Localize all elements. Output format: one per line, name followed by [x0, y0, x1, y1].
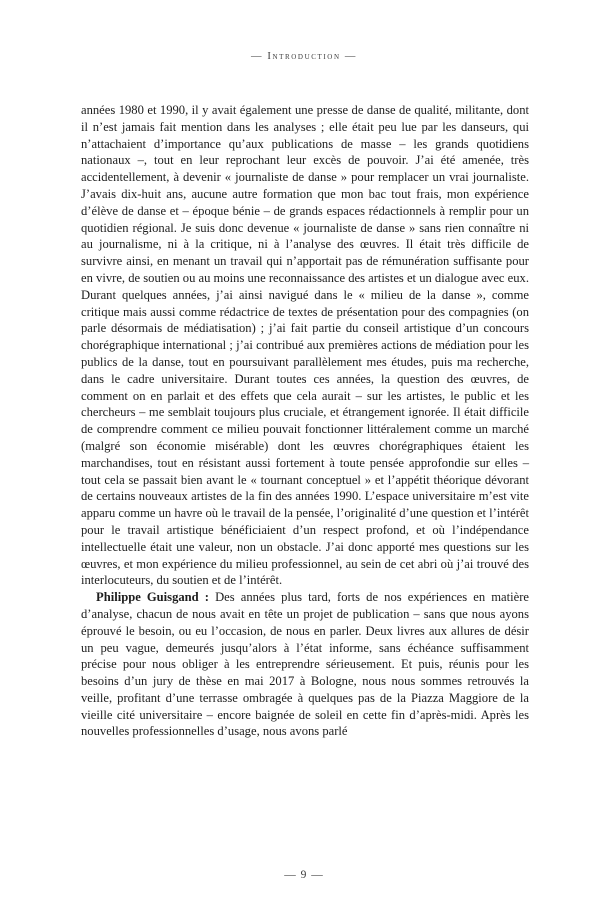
paragraph-text: années 1980 et 1990, il y avait également une presse de danse de qualité, militante, dont il n’est jamais fait mention dans les analyses ; elle était peu lue par les danseurs, qui n’attachaient d’importance qu’aux publications de masse – les grands quotidiens nationaux –, tout en leur reprochant leur excès de pouvoir. J’ai été amenée, très accidentellement, à devenir « journaliste de danse » pour remplacer un vrai journaliste. J’avais dix-huit ans, aucune autre formation que mon bac tout frais, mon expérience d’élève de danse et – époque bénie – de grands espaces rédactionnels à remplir pour un quotidien régional. Je suis donc devenue « journaliste de danse » sans rien connaître ni au journalisme, ni à la critique, ni à l’analyse des œuvres. Il était très difficile de survivre ainsi, en menant un travail qui n’apportait pas de rémunération suffisante pour en vivre, de soutien ou au moins une reconnaissance des artistes et un dialogue avec eux. Durant quelques années, j’ai ainsi navigué dans le « milieu de la danse », comme critique mais aussi comme rédactrice de textes de présentation pour des compagnies (on parle désormais de médiatisation) ; j’ai fait partie du conseil artistique d’un concours chorégraphique international ; j’ai contribué aux premières actions de médiation pour les publics de la danse, tout en poursuivant parallèlement mes études, puis ma recherche, dans le cadre universitaire. Durant toutes ces années, la question des œuvres, de comment on en parlait et des effets que cela aurait – sur les artistes, le public et les chercheurs – me semblait toujours plus cruciale, et étrangement ignorée. Il était difficile de comprendre comment ce milieu pouvait fonctionner littéralement comme un marché (malgré son économie misérable) dont les œuvres chorégraphiques étaient les marchandises, tout en résistant aussi fortement à toute pensée approfondie sur elles – tout cela se passait bien avant le « tournant conceptuel » et l’appétit théorique dévorant de certains nouveaux artistes de la fin des années 1990. L’espace universitaire m’est vite apparu comme un havre où le travail de la pensée, l’originalité d’une question et l’intérêt pour le travail artistique bénéficiaient d’un respect profond, et où l’indépendance intellectuelle était une valeur, non un obstacle. J’ai donc apporté mes questions sur les œuvres, et mon expérience du milieu professionnel, au sein de cet abri où j’ai trouvé des interlocuteurs, du soutien et de l’intérêt. — [81, 103, 529, 588]
speaker-name: Philippe Guisgand : — [96, 590, 216, 605]
running-header — [0, 51, 608, 62]
page-body — [81, 102, 529, 740]
chapter-title: — Introduction — — [251, 51, 357, 62]
paragraph-text: Des années plus tard, forts de nos expériences en matière d’analyse, chacun de nous avait en tête un projet de publication – sans que nous ayons éprouvé le besoin, ou eu l’occasion, de nous en parler. Deux livres aux allures de désir un peu vague, demeurés jusqu’alors à l’état informe, sans échéance suffisamment précise pour nous obliger à les entreprendre sérieusement. Et puis, réunis pour les besoins d’un jury de thèse en mai 2017 à Bologne, nous nous sommes retrouvés la veille, profitant d’une terrasse ombragée à quelques pas de la Piazza Maggiore de la vieille cité universitaire – encore baignée de soleil en cette fin d’après-midi. Après les nouvelles professionnelles d’usage, nous avons parlé — [81, 590, 529, 739]
paragraph — [81, 589, 529, 740]
paragraph — [81, 102, 529, 589]
page-footer — [0, 869, 608, 881]
page-number: — 9 — — [284, 869, 324, 881]
